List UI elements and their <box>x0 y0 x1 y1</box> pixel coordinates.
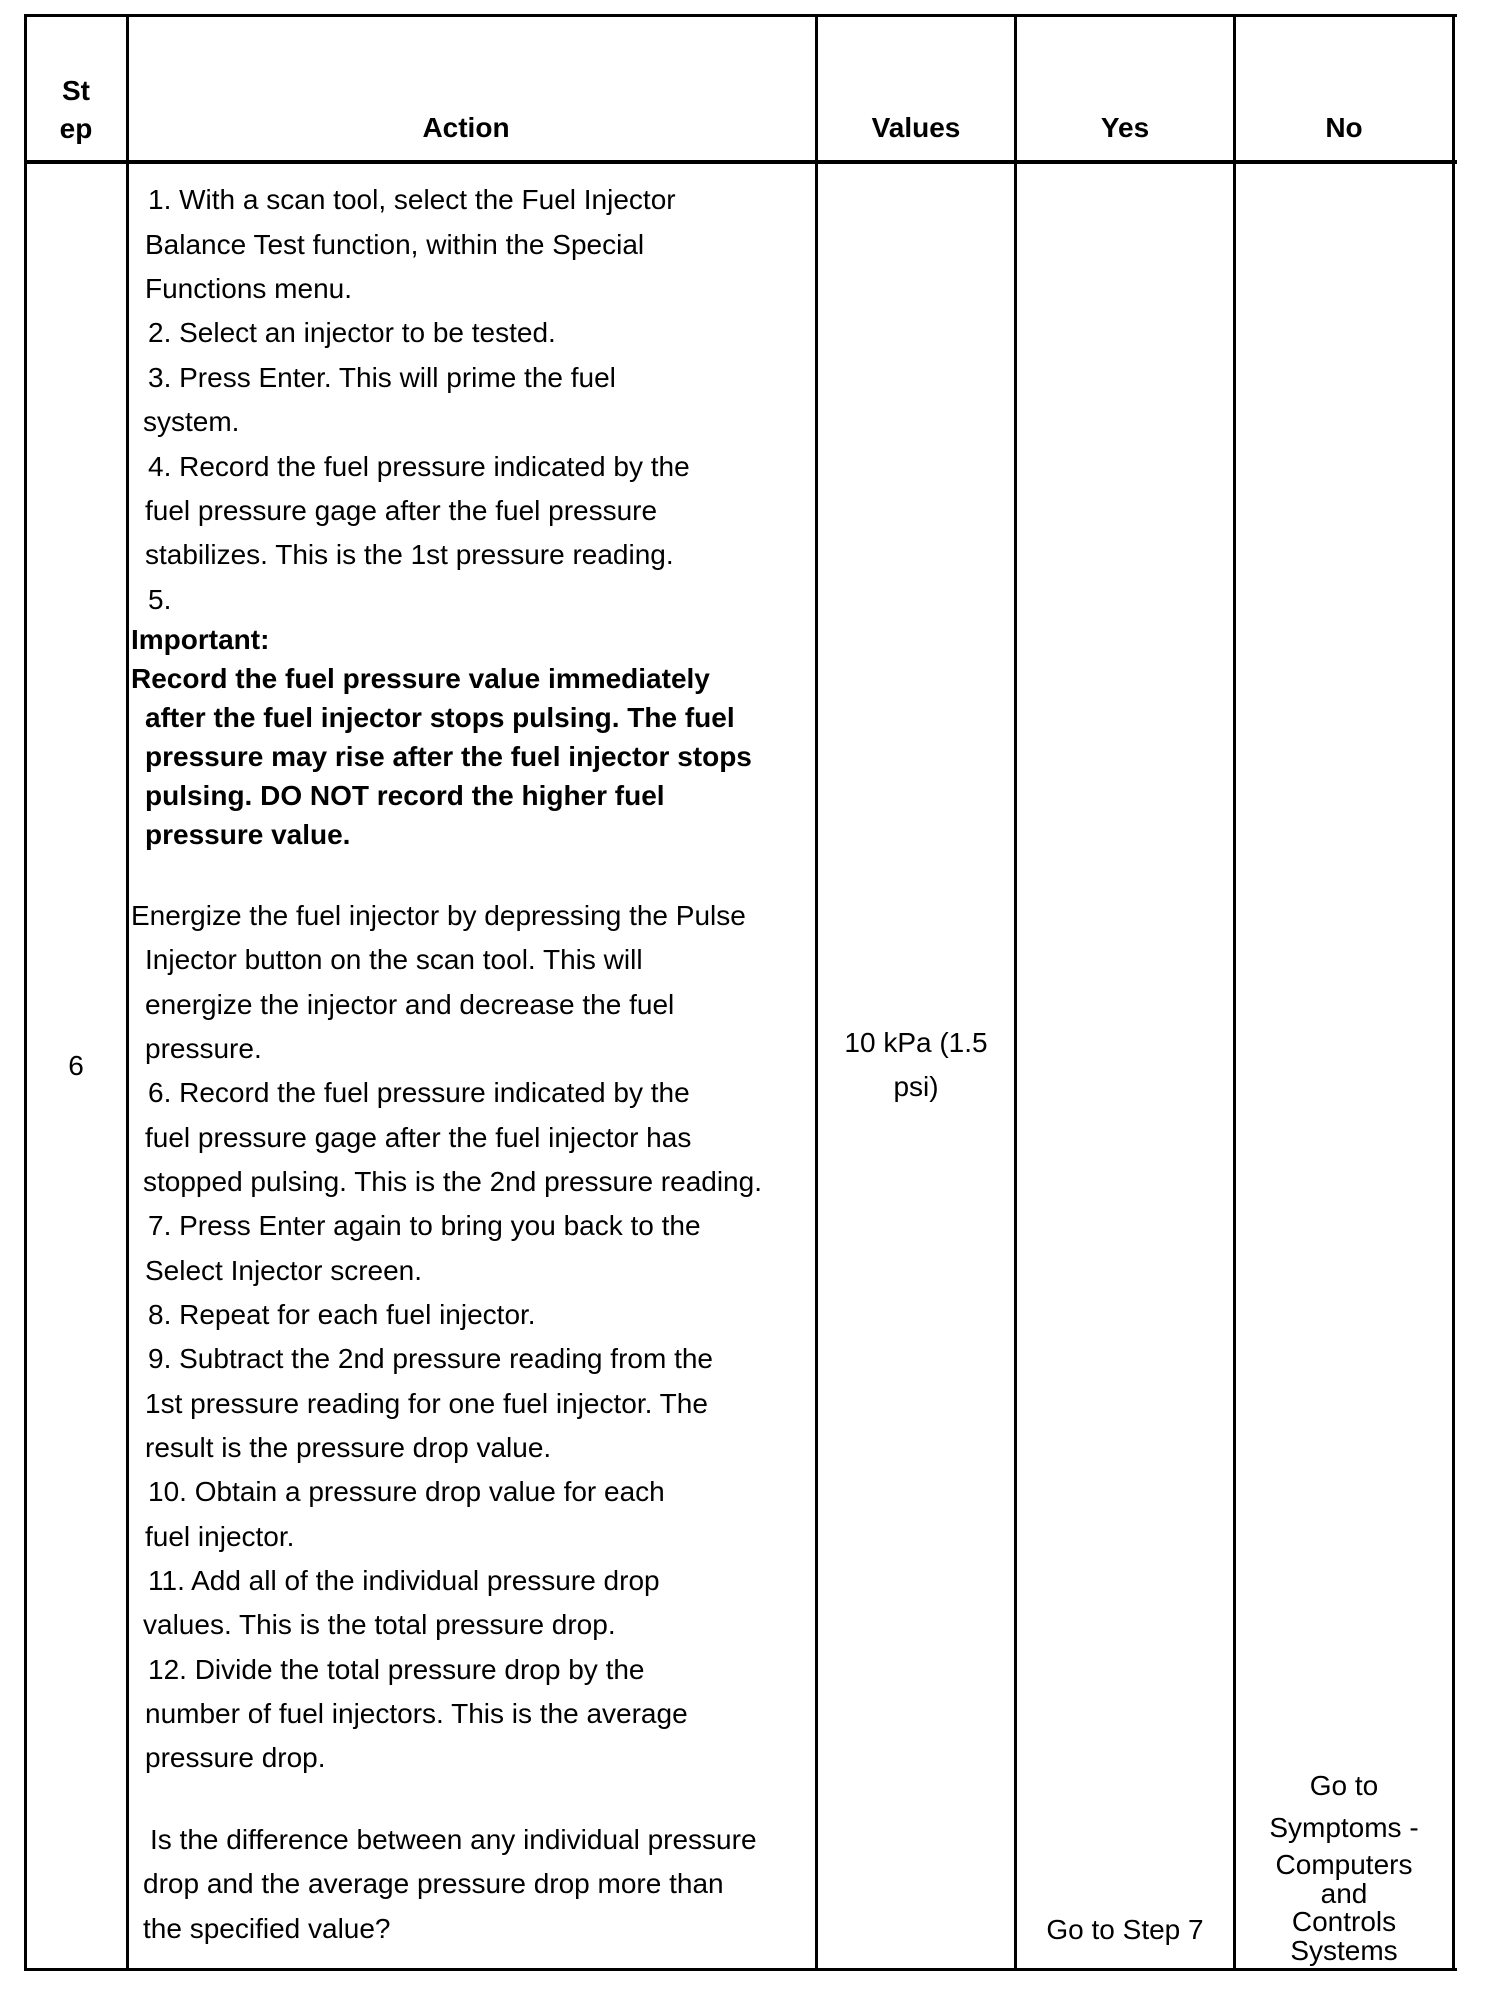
action-line: 9. Subtract the 2nd pressure reading from the <box>148 1343 713 1374</box>
important-label: Important: <box>131 624 270 655</box>
action-line: 11. Add all of the individual pressure drop <box>148 1565 660 1596</box>
action-line: 6. Record the fuel pressure indicated by the <box>148 1077 690 1108</box>
action-line: 10. Obtain a pressure drop value for each <box>148 1476 665 1507</box>
action-line: pressure drop. <box>145 1742 326 1773</box>
header-step-line1: St <box>62 75 90 106</box>
no-line: Go to <box>1309 1770 1379 1801</box>
action-line: 3. Press Enter. This will prime the fuel <box>148 362 616 393</box>
action-line: number of fuel injectors. This is the average <box>145 1698 688 1729</box>
action-line: fuel pressure gage after the fuel pressure <box>145 495 658 526</box>
header-action: Action <box>422 112 510 143</box>
col-border-values <box>1014 14 1017 1971</box>
question-line: Is the difference between any individual pressure <box>150 1824 757 1855</box>
action-line: 1st pressure reading for one fuel injector. The <box>145 1388 708 1419</box>
header-step <box>26 72 126 148</box>
col-border-step <box>126 14 129 1971</box>
col-border-left <box>24 14 27 1971</box>
header-bottom-border <box>24 160 1457 164</box>
important-line: pressure value. <box>145 819 351 850</box>
col-border-yes <box>1233 14 1236 1971</box>
no-action <box>1236 1764 1452 1964</box>
no-line: Controls <box>1291 1906 1397 1937</box>
col-border-right <box>1452 14 1455 1971</box>
table-top-border <box>24 14 1457 17</box>
action-line: fuel injector. <box>145 1521 295 1552</box>
action-line: 5. <box>148 584 172 615</box>
action-line: 12. Divide the total pressure drop by the <box>148 1654 645 1685</box>
action-line: Functions menu. <box>145 273 352 304</box>
question-line: drop and the average pressure drop more than <box>143 1868 724 1899</box>
action-line: 1. With a scan tool, select the Fuel Injector <box>148 184 676 215</box>
action-line: energize the injector and decrease the fuel <box>145 989 675 1020</box>
action-line: 7. Press Enter again to bring you back to the <box>148 1210 701 1241</box>
action-line: stabilizes. This is the 1st pressure reading. <box>145 539 674 570</box>
action-line: values. This is the total pressure drop. <box>143 1609 616 1640</box>
specified-value <box>818 1021 1014 1109</box>
action-line: pressure. <box>145 1033 262 1064</box>
header-values: Values <box>871 112 961 143</box>
action-line: Injector button on the scan tool. This will <box>145 944 643 975</box>
action-line: Energize the fuel injector by depressing the Pulse <box>131 900 746 931</box>
action-line: system. <box>143 406 240 437</box>
important-line: pressure may rise after the fuel injector stops <box>145 741 752 772</box>
action-line: Balance Test function, within the Special <box>145 229 645 260</box>
value-line1: 10 kPa (1.5 <box>844 1027 988 1058</box>
action-line: stopped pulsing. This is the 2nd pressure reading. <box>143 1166 762 1197</box>
action-line: 8. Repeat for each fuel injector. <box>148 1299 536 1330</box>
value-line2: psi) <box>893 1071 939 1102</box>
header-no: No <box>1325 112 1363 143</box>
important-line: Record the fuel pressure value immediately <box>131 663 710 694</box>
no-line: Systems <box>1290 1935 1398 1966</box>
important-line: pulsing. DO NOT record the higher fuel <box>145 780 665 811</box>
action-line: fuel pressure gage after the fuel injector has <box>145 1122 692 1153</box>
important-line: after the fuel injector stops pulsing. The fuel <box>145 702 735 733</box>
action-line: result is the pressure drop value. <box>145 1432 552 1463</box>
col-border-action <box>815 14 818 1971</box>
action-line: 2. Select an injector to be tested. <box>148 317 556 348</box>
yes-action: Go to Step 7 <box>1046 1914 1204 1945</box>
action-line: Select Injector screen. <box>145 1255 423 1286</box>
action-line: 4. Record the fuel pressure indicated by the <box>148 451 690 482</box>
table-bottom-border <box>24 1968 1457 1971</box>
no-line: Symptoms - <box>1269 1812 1419 1843</box>
no-line: and <box>1320 1878 1368 1909</box>
question-line: the specified value? <box>143 1913 391 1944</box>
header-yes: Yes <box>1100 112 1150 143</box>
header-step-line2: ep <box>59 113 93 144</box>
no-line: Computers <box>1275 1849 1413 1880</box>
step-number: 6 <box>68 1050 84 1081</box>
